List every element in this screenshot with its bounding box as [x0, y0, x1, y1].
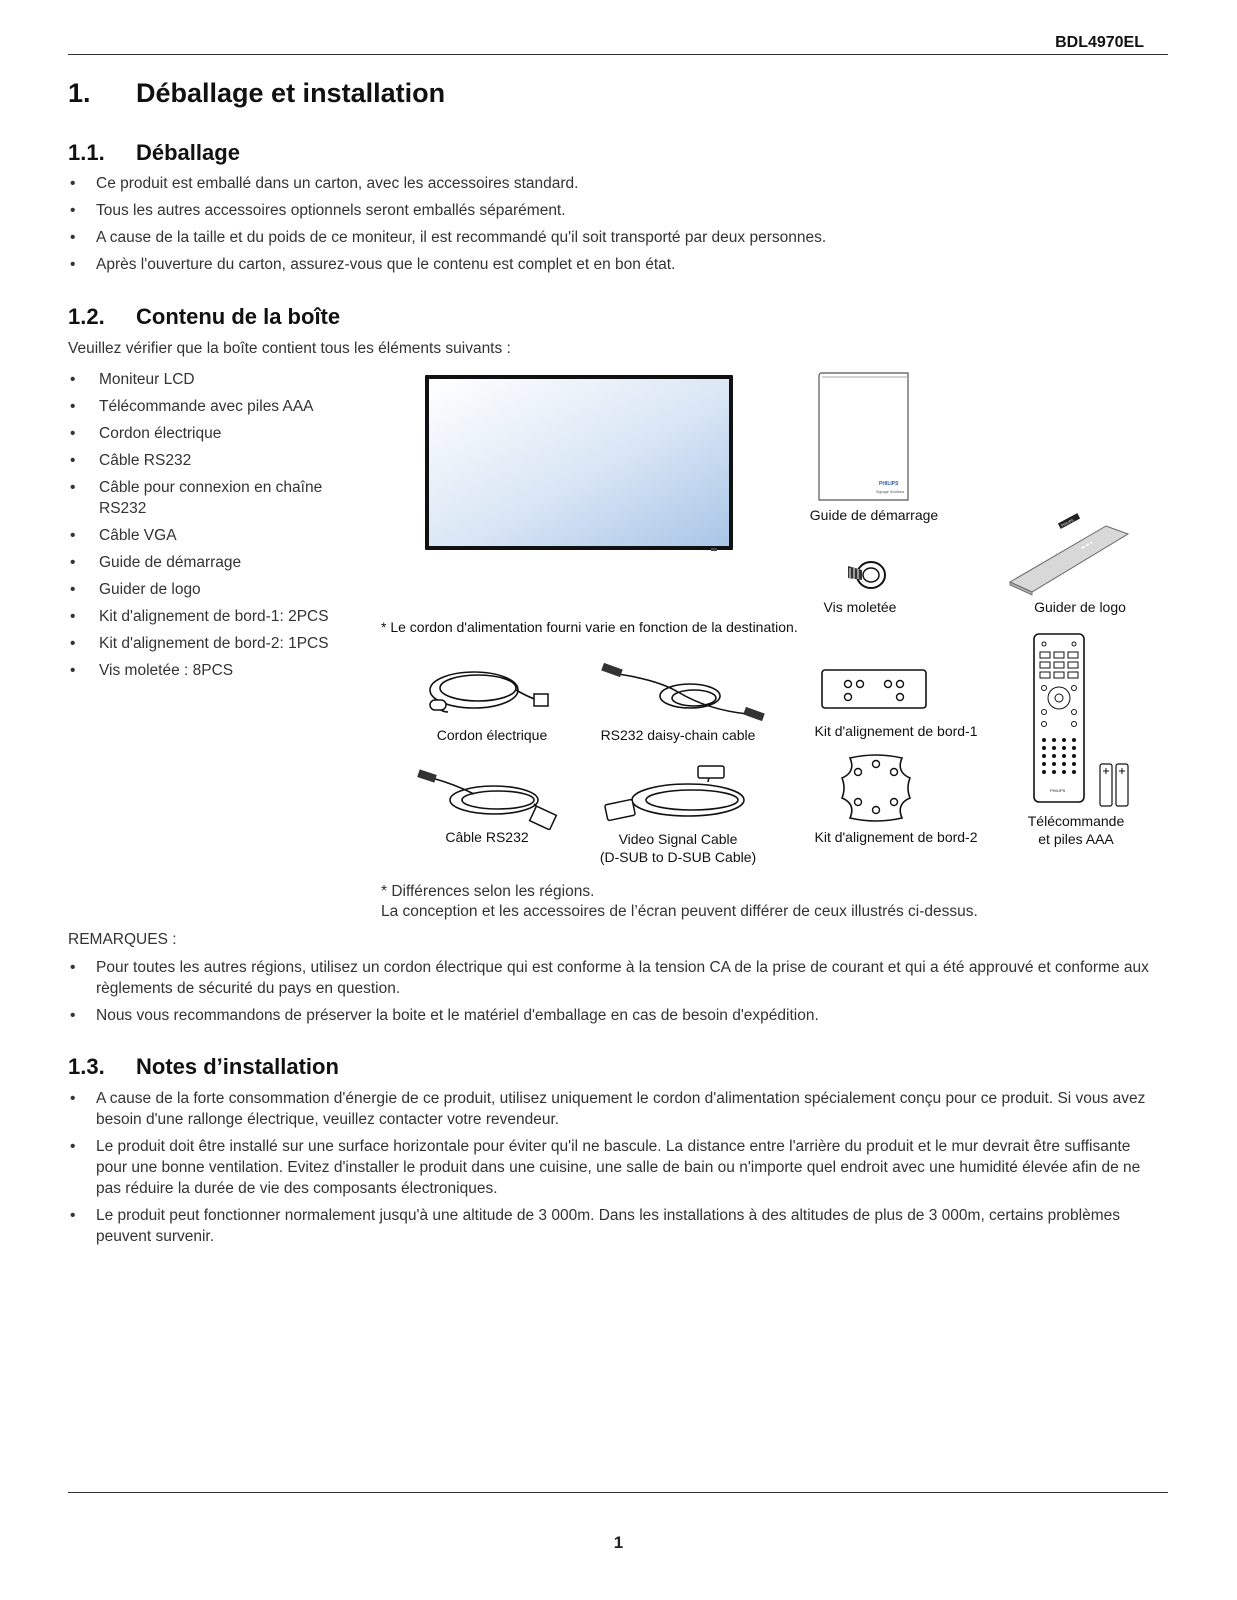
list-item: • Moniteur LCD	[68, 369, 368, 390]
differences-line-1: * Différences selon les régions.	[381, 883, 595, 900]
chapter-title	[68, 78, 445, 109]
rs232-daisy-chain-image	[598, 660, 770, 724]
list-item: • Le produit peut fonctionner normalement jusqu'à une altitude de 3 000m. Dans les installations à des altitudes de plus de 3 000m, certains problèmes peuvent survenir.	[68, 1205, 1158, 1247]
remote-caption	[1016, 812, 1136, 848]
list-item: • Ce produit est emballé dans un carton, avec les accessoires standard.	[68, 173, 1168, 194]
list-item: • Câble VGA	[68, 525, 368, 546]
installation-notes-list	[68, 1088, 1158, 1253]
rs232-cable-caption: Câble RS232	[445, 829, 529, 845]
chapter-title-text: Déballage et installation	[136, 78, 446, 108]
list-item: • Vis moletée : 8PCS	[68, 660, 368, 681]
list-item: • Le produit doit être installé sur une surface horizontale pour éviter qu'il ne bascule. La distance entre l'arrière du produit et le mur devrait être suffisante pour une bonne ventilation. Evitez d'installer le produit dans une cuisine, une salle de bain ou n'importe quel endroit avec une humidité élevée afin de ne pas réduire la durée de vie des composants électroniques.	[68, 1136, 1158, 1199]
list-item: • Pour toutes les autres régions, utilisez un cordon électrique qui est conforme à la tension CA de la prise de courant et qui a été approuvé et conforme aux règlements de sécurité du pays en question.	[68, 957, 1158, 999]
edge-kit-1-image	[820, 668, 930, 712]
remote-control-image	[1030, 632, 1140, 808]
section-number: 1.3.	[68, 1054, 105, 1079]
logo-guide-brand: PHILIPS	[1060, 518, 1075, 528]
logo-guide-caption: Guider de logo	[1034, 599, 1126, 615]
section-number: 1.2.	[68, 304, 105, 329]
contents-intro: Veuillez vérifier que la boîte contient tous les éléments suivants :	[68, 340, 511, 357]
quick-guide-caption: Guide de démarrage	[809, 507, 939, 523]
video-signal-cable-image	[598, 764, 758, 828]
section-heading-unpacking	[68, 140, 240, 166]
list-item: • Kit d'alignement de bord-2: 1PCS	[68, 633, 368, 654]
differences-note	[381, 882, 978, 922]
list-item: • Guide de démarrage	[68, 552, 368, 573]
model-number: BDL4970EL	[1055, 34, 1144, 51]
edge-kit-1-caption: Kit d'alignement de bord-1	[814, 723, 978, 739]
logo-guide-image	[1006, 512, 1132, 596]
booklet-subtitle: Signage Solutions	[876, 490, 905, 494]
list-item: • Télécommande avec piles AAA	[68, 396, 368, 417]
rs232-daisy-chain-caption: RS232 daisy-chain cable	[600, 727, 756, 743]
lcd-monitor-image	[424, 374, 736, 554]
footer-rule	[68, 1492, 1168, 1493]
power-cord-note: * Le cordon d'alimentation fourni varie en fonction de la destination.	[381, 619, 798, 635]
section-heading-installation	[68, 1054, 339, 1080]
list-item: • Nous vous recommandons de préserver la boite et le matériel d'emballage en cas de besoin d'expédition.	[68, 1005, 1158, 1026]
list-item: • Cordon électrique	[68, 423, 368, 444]
remote-caption-line-2: et piles AAA	[1038, 831, 1114, 847]
section-title: Notes d’installation	[136, 1054, 339, 1079]
remote-caption-line-1: Télécommande	[1027, 813, 1125, 829]
list-item: • Kit d'alignement de bord-1: 2PCS	[68, 606, 368, 627]
thumb-screw-image	[842, 556, 890, 594]
remarks-list	[68, 957, 1158, 1032]
thumb-screw-caption: Vis moletée	[823, 599, 897, 615]
section-number: 1.1.	[68, 140, 105, 165]
list-item: • A cause de la taille et du poids de ce moniteur, il est recommandé qu'il soit transporté par deux personnes.	[68, 227, 1168, 248]
list-item: • Câble RS232	[68, 450, 368, 471]
remote-brand: PHILIPS	[1050, 788, 1066, 793]
video-cable-caption-line-2: (D-SUB to D-SUB Cable)	[599, 849, 757, 865]
page-number: 1	[613, 1533, 624, 1552]
remarks-label: REMARQUES :	[68, 931, 177, 948]
edge-kit-2-caption: Kit d'alignement de bord-2	[814, 829, 978, 845]
differences-line-2: La conception et les accessoires de l’écran peuvent différer de ceux illustrés ci-dessus.	[381, 903, 978, 920]
contents-list	[68, 369, 368, 687]
section-title: Contenu de la boîte	[136, 304, 341, 329]
list-item: • Câble pour connexion en chaîne RS232	[68, 477, 335, 519]
edge-kit-2-image	[836, 752, 916, 824]
list-item: • A cause de la forte consommation d'énergie de ce produit, utilisez uniquement le cordon d'alimentation spécialement conçu pour ce produit. Si vous avez besoin d'une rallonge électrique, veuillez contacter votre revendeur.	[68, 1088, 1158, 1130]
booklet-brand: PHILIPS	[879, 481, 899, 487]
power-cord-image	[424, 660, 554, 720]
section-heading-contents	[68, 304, 340, 330]
video-cable-caption	[588, 830, 768, 866]
unpacking-list	[68, 173, 1168, 281]
list-item: • Après l'ouverture du carton, assurez-vous que le contenu est complet et en bon état.	[68, 254, 1168, 275]
rs232-cable-image	[414, 766, 564, 830]
chapter-number: 1.	[68, 78, 91, 108]
list-item: • Tous les autres accessoires optionnels seront emballés séparément.	[68, 200, 1168, 221]
video-cable-caption-line-1: Video Signal Cable	[618, 831, 738, 847]
quick-guide-image	[816, 372, 912, 502]
section-title: Déballage	[136, 140, 240, 165]
list-item: • Guider de logo	[68, 579, 368, 600]
header-rule	[68, 54, 1168, 55]
power-cord-caption: Cordon électrique	[436, 727, 548, 743]
